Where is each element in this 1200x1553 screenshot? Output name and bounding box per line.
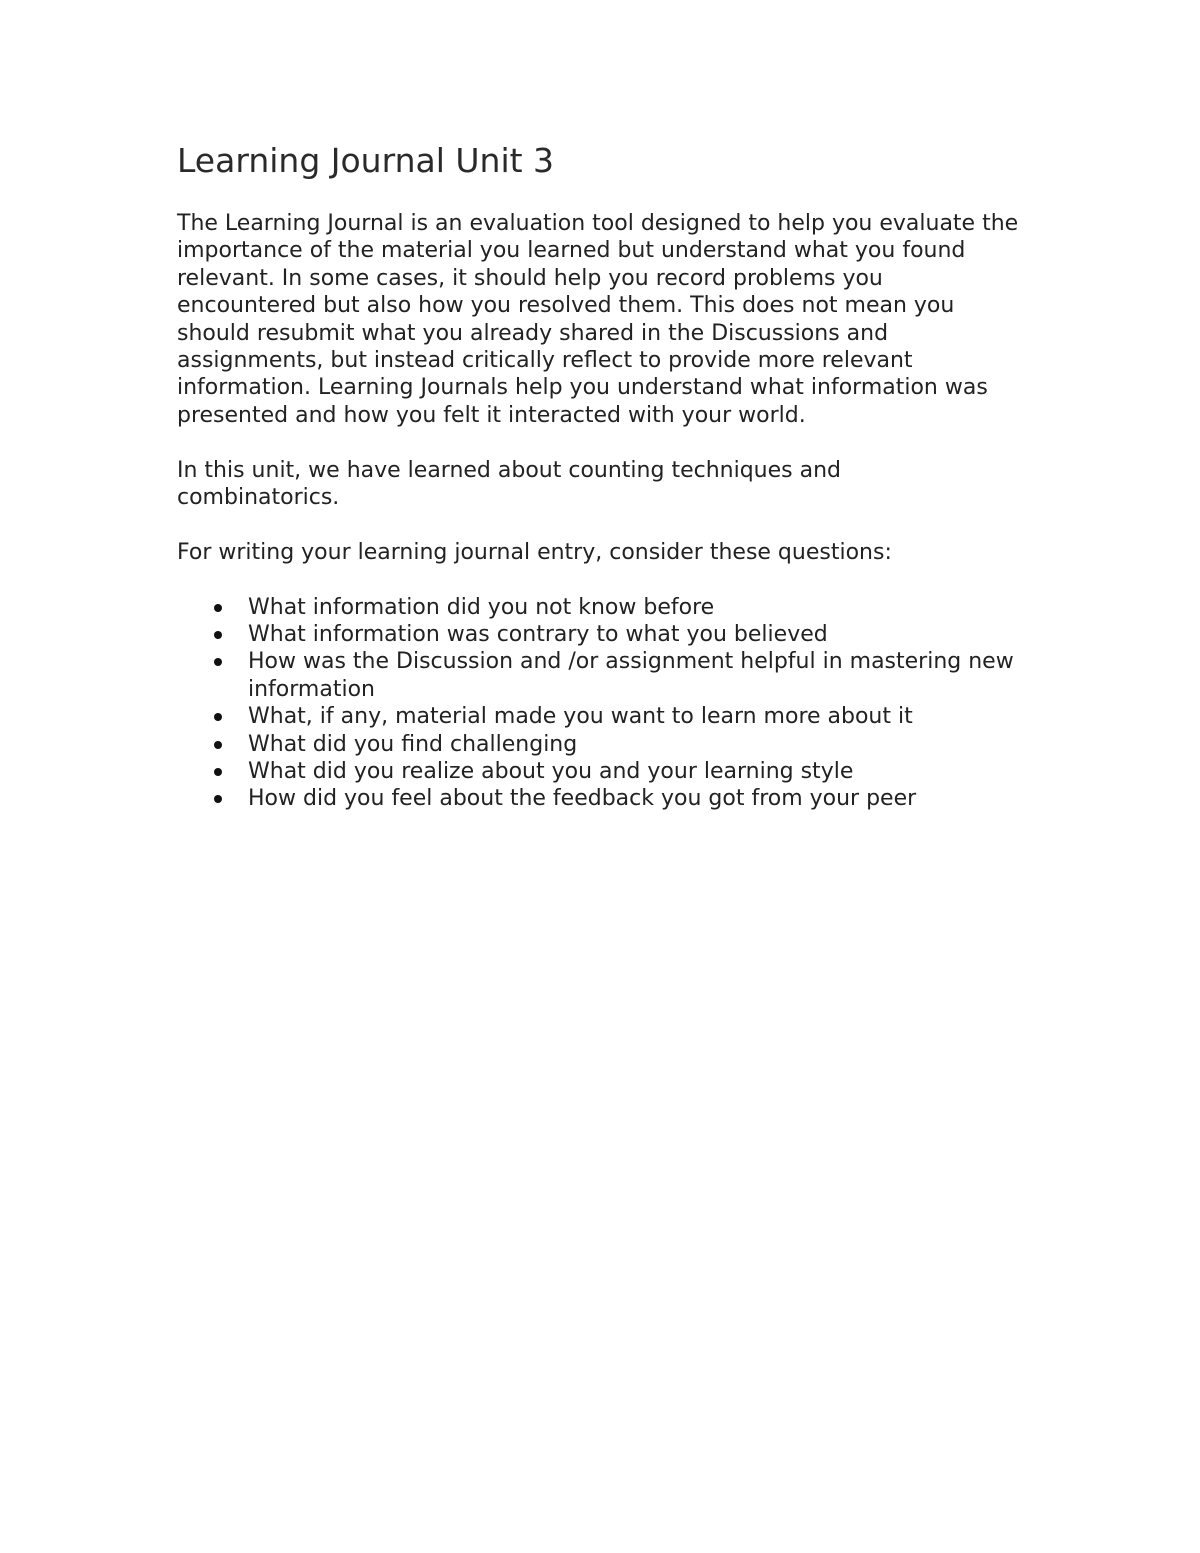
bullet-icon [214,795,222,803]
document-content [177,138,1047,813]
question-text: What did you find challenging [248,731,578,757]
question-item [177,703,1028,730]
bullet-icon [214,713,222,721]
question-text: What did you realize about you and your learning style [248,759,854,785]
bullet-icon [214,741,222,749]
question-item [177,731,1028,758]
question-item [177,621,1028,648]
intro-paragraph: The Learning Journal is an evaluation tool designed to help you evaluate the importance of the material you learned but understand what you found relevant. In some cases, it should help you record problems you encountered but also how you resolved them. This does not mean you should resubmit what you already shared in the Discussions and assignments, but instead critically reflect to provide more relevant information. Learning Journals help you understand what information was presented and how you felt it interacted with your world. [177,211,1019,428]
questions-list [177,594,1047,813]
question-text: How did you feel about the feedback you got from your peer [248,786,917,812]
question-text: What information was contrary to what you believed [248,622,828,648]
question-text: What information did you not know before [248,594,715,620]
question-text: What, if any, material made you want to learn more about it [248,704,913,730]
bullet-icon [214,658,222,666]
bullet-icon [214,631,222,639]
question-item [177,594,1028,621]
question-item [177,758,1028,785]
question-item [177,648,1028,703]
bullet-icon [214,768,222,776]
questions-prompt: For writing your learning journal entry, consider these questions: [177,539,892,565]
unit-summary-paragraph: In this unit, we have learned about counting techniques and combinatorics. [177,457,841,511]
document-title: Learning Journal Unit 3 [177,141,555,180]
question-text: How was the Discussion and /or assignment helpful in mastering new information [248,649,1014,702]
question-item [177,785,1028,812]
bullet-icon [214,604,222,612]
